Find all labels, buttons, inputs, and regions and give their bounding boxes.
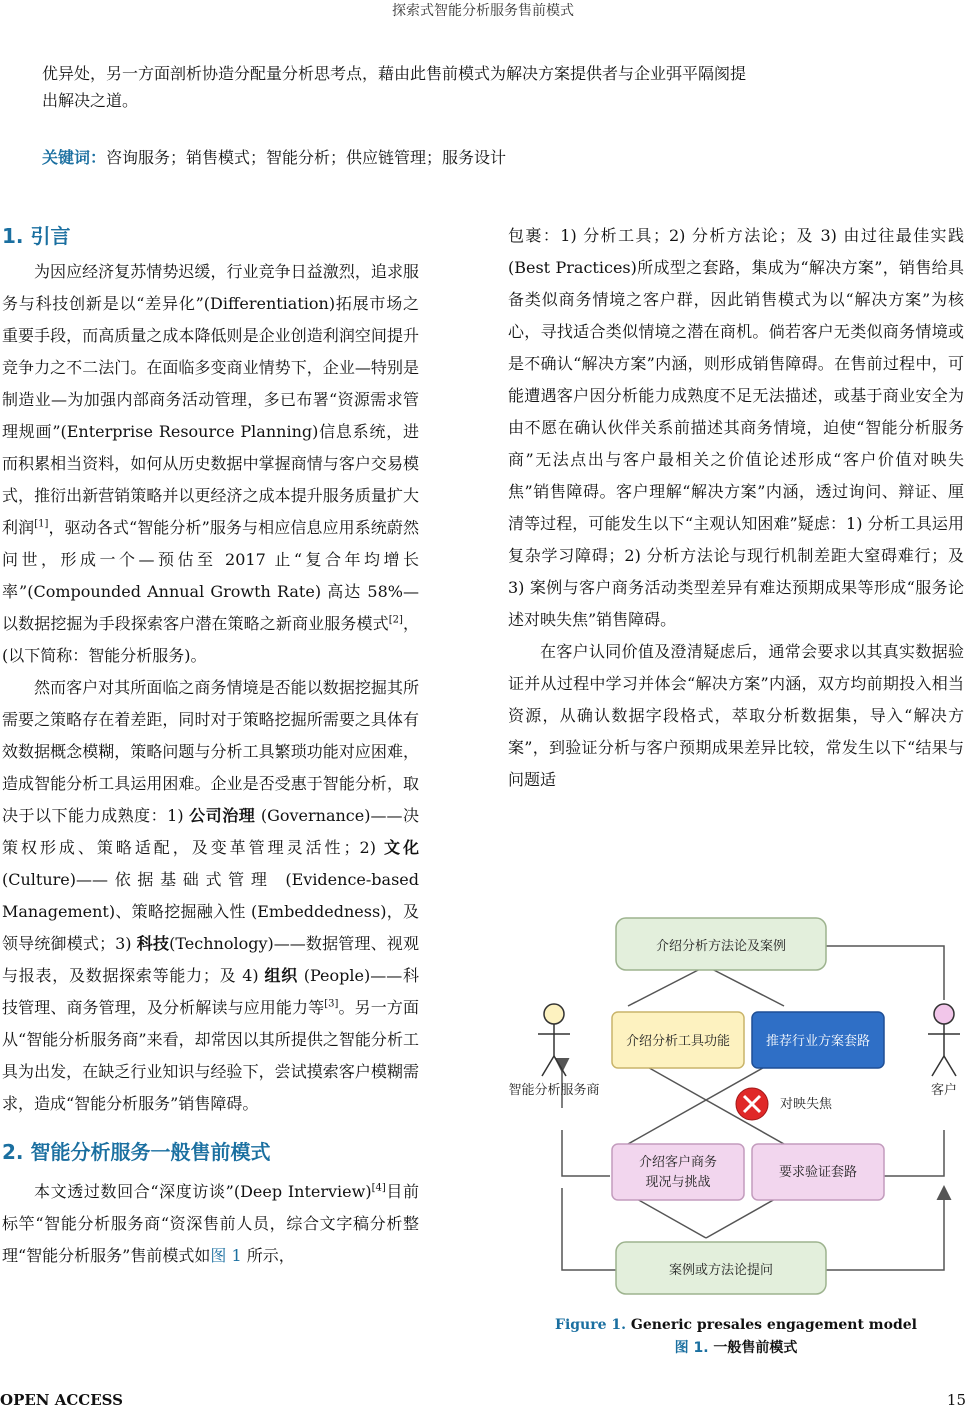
customer-actor-icon: [928, 1004, 960, 1076]
figure-caption-cn-label: 图 1.: [674, 1340, 709, 1356]
section-1-heading: 1. 引言: [2, 224, 71, 248]
term-governance: 公司治理: [189, 806, 256, 825]
text-run: ，(以下简称：智能分析服务)。: [2, 614, 419, 665]
figure-caption-en-label: Figure 1.: [555, 1317, 626, 1333]
box-methodology-label: 介绍分析方法论及案例: [655, 939, 787, 954]
text-run: ，驱动各式“智能分析”服务与相应信息应用系统蔚然问世，形成一个—预估至 2017 止“复合年均增长率”(Compounded Annual Growth Rate) 高达 58%—以数据挖掘为手段探索客户潜在策略之新商业服务模式: [2, 518, 419, 633]
text-run: 然而客户对其所面临之商务情境是否能以数据挖掘其所需要之策略存在着差距，同时对于策略挖掘所需要之具体有效数据概念模糊，策略问题与分析工具繁琐功能对应困难，造成智能分析工具运用困难。企业是否受惠于智能分析，取决于以下能力成熟度：1): [2, 678, 419, 825]
box-tool-label: 介绍分析工具功能: [625, 1034, 731, 1049]
box-verify-label: 要求验证套路: [778, 1165, 858, 1180]
citation-1[interactable]: [1]: [34, 518, 49, 530]
figure-1: [508, 908, 964, 1308]
citation-4[interactable]: [4]: [371, 1182, 386, 1194]
keywords-label: 关键词：: [42, 148, 107, 167]
figure-caption-en-text: Generic presales engagement model: [630, 1317, 917, 1333]
right-para-1: 包裹：1) 分析工具；2) 分析方法论；及 3) 由过往最佳实践(Best Practices)所成型之套路，集成为“解决方案”，销售给具备类似商务情境之客户群，因此销售模式为以“解决方案”为核心，寻找适合类似情境之潜在商机。倘若客户无类似商务情境或是不确认“解决方案”内涵，则形成销售障碍。在售前过程中，可能遭遇客户因分析能力成熟度不足无法描述，或基于商业安全为由不愿在确认伙伴关系前描述其商务情境，迫使“智能分析服务商”无法点出与客户最相关之价值论述形成“客户价值对映失焦”销售障碍。客户理解“解决方案”内涵，透过询问、辩证、厘清等过程，可能发生以下“主观认知困难”疑虑：1) 分析工具运用复杂学习障碍；2) 分析方法论与现行机制差距大窒碍难行；及 3) 案例与客户商务活动类型差异有难达预期成果等形成“服务论述对映失焦”销售障碍。: [508, 226, 964, 629]
section-2-heading: 2. 智能分析服务一般售前模式: [2, 1140, 271, 1164]
figure-caption-en: [508, 1317, 964, 1333]
box-client-status-label-1: 介绍客户商务: [638, 1155, 718, 1170]
section-2-para-1: [2, 1176, 419, 1272]
figure-caption-cn-text: 一般售前模式: [713, 1340, 798, 1356]
presales-diagram: [508, 908, 964, 1308]
text-run: (People)——科技管理、商务管理，及分析解读与应用能力等: [2, 966, 419, 1017]
citation-2[interactable]: [2]: [388, 614, 403, 626]
left-column: [2, 218, 419, 1272]
term-people: 组织: [264, 966, 298, 985]
text-run: (Governance)——决策权形成、策略适配，及变革管理灵活性；2): [2, 806, 419, 857]
text-run: 为因应经济复苏情势迟缓，行业竞争日益激烈，追求服务与科技创新是以“差异化”(Differentiation)拓展市场之重要手段，而高质量之成本降低则是企业创造利润空间提升竞争力之不二法门。在面临多变商业情势下，企业—特别是制造业—为加强内部商务活动管理，多已布署“资源需求管理规画”(Enterprise Resource Planning)信息系统，进而积累相当资料，如何从历史数据中掌握商情与客户交易模式，推衍出新营销策略并以更经济之成本提升服务质量扩大利润: [2, 262, 419, 537]
box-client-status: [612, 1144, 744, 1200]
text-run: 本文透过数回合“深度访谈”(Deep Interview): [34, 1182, 372, 1201]
text-run: (Technology)——数据管理、视观与报表，及数据探索等能力；及 4): [2, 934, 419, 985]
term-culture: 文化: [384, 838, 419, 857]
figure-1-link[interactable]: 图 1: [210, 1246, 242, 1265]
text-run: 目前标竿“智能分析服务商“资深售前人员，综合文字稿分析整理“智能分析服务”售前模式如: [2, 1182, 419, 1265]
text-run: 。另一方面从“智能分析服务商”来看，却常因以其所提供之智能分析工具为出发，在缺乏行业知识与经验下，尝试摸索客户模糊需求，造成“智能分析服务”销售障碍。: [2, 998, 419, 1113]
right-column: [508, 220, 964, 796]
section-1-para-2: [2, 672, 419, 1120]
abstract-line-1: 优异处，另一方面剖析协造分配量分析思考点，藉由此售前模式为解决方案提供者与企业弭平隔阂提: [42, 64, 747, 83]
right-para-2: 在客户认同价值及澄清疑虑后，通常会要求以其真实数据验证并从过程中学习并体会“解决方案”内涵，双方均前期投入相当资源，从确认数据字段格式，萃取分析数据集，导入“解决方案”，到验证分析与客户预期成果差异比较，常发生以下“结果与问题适: [508, 642, 964, 789]
keywords: [42, 144, 922, 171]
text-run: (Culture)——依据基础式管理 (Evidence-based Management)、策略挖掘融入性 (Embeddedness)，及领导统御模式；3): [2, 870, 419, 953]
section-1-para-1: [2, 256, 419, 672]
term-technology: 科技: [136, 934, 170, 953]
text-run: 所示，: [241, 1246, 295, 1265]
page-number: 15: [946, 1391, 966, 1409]
provider-actor-label: 智能分析服务商: [508, 1083, 600, 1098]
box-client-status-label-2: 现况与挑战: [645, 1175, 711, 1190]
figure-caption-cn: [508, 1337, 964, 1357]
provider-actor-icon: [538, 1004, 570, 1076]
citation-3[interactable]: [3]: [324, 998, 339, 1010]
keywords-text: 咨询服务；销售模式；智能分析；供应链管理；服务设计: [106, 148, 507, 167]
running-head: 探索式智能分析服务售前模式: [392, 3, 574, 19]
mismatch-label: 对映失焦: [780, 1097, 833, 1112]
abstract-tail: [42, 60, 922, 114]
customer-actor-label: 客户: [930, 1083, 958, 1098]
open-access-label: OPEN ACCESS: [0, 1391, 123, 1409]
abstract-line-2: 出解决之道。: [42, 91, 139, 110]
box-questions-label: 案例或方法论提问: [668, 1263, 774, 1278]
box-recommend-label: 推荐行业方案套路: [765, 1034, 871, 1049]
